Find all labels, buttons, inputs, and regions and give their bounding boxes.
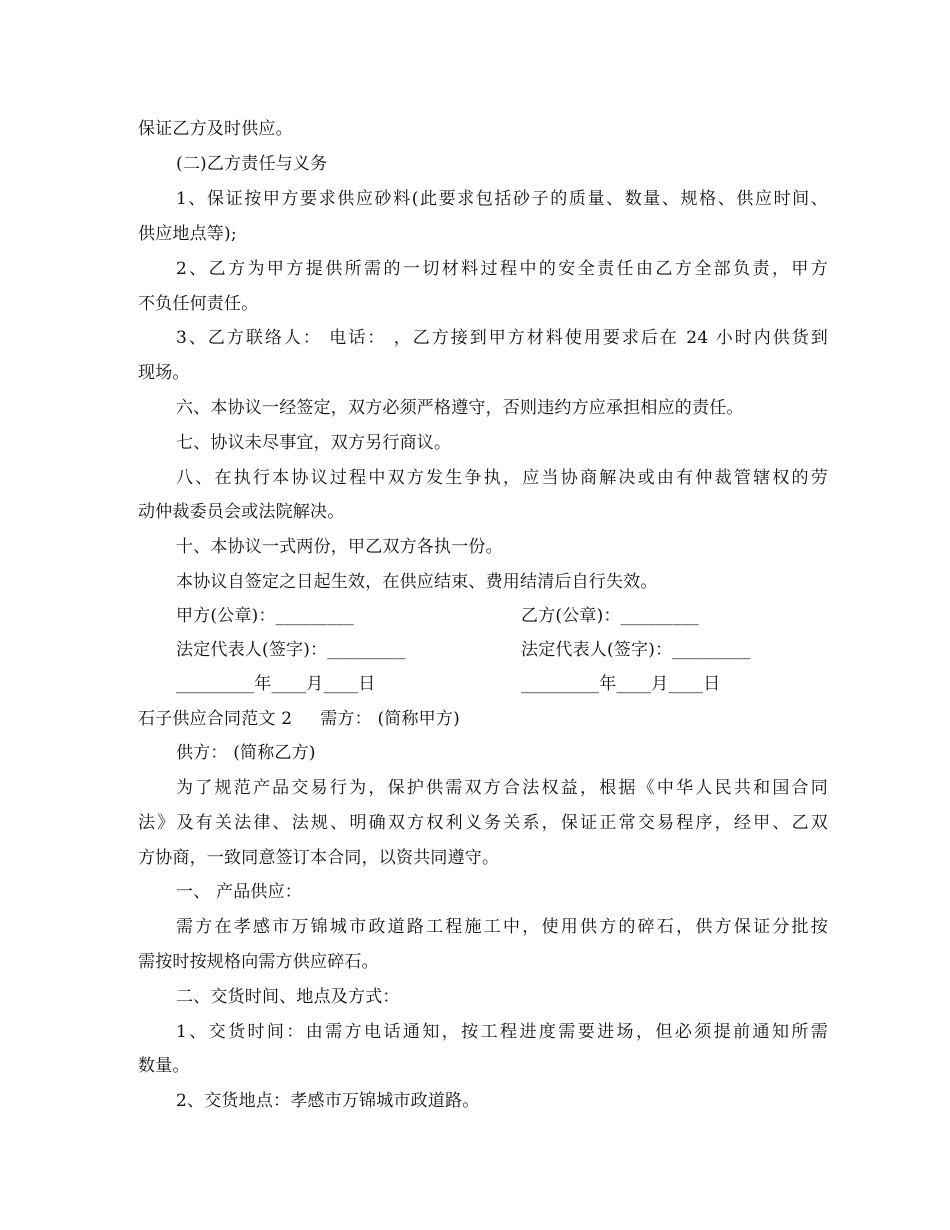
party-a-date: _________年____月____日 [176,674,376,694]
section-heading: 一、 产品供应： [176,882,303,902]
party-b-date: _________年____月____日 [521,674,721,694]
contract-title: 石子供应合同范文 2 [138,709,293,729]
paragraph-line: 方协商，一致同意签订本合同，以资共同遵守。 [138,848,500,868]
contract-title-line [138,706,828,732]
clause-eight: 八、在执行本协议过程中双方发生争执，应当协商解决或由有仲裁管辖权的劳 [176,468,828,488]
paragraph-line: 需按时按规格向需方供应碎石。 [138,952,379,972]
paragraph-line: 不负任何责任。 [138,294,259,314]
paragraph-line: 为了规范产品交易行为，保护供需双方合法权益，根据《中华人民共和国合同 [176,778,828,798]
clause-six: 六、本协议一经签定，双方必须严格遵守，否则违约方应承担相应的责任。 [176,398,744,418]
paragraph-line: 3、乙方联络人： 电话： ，乙方接到甲方材料使用要求后在 24 小时内供货到 [176,328,828,348]
paragraph-line: 1、交货时间：由需方电话通知，按工程进度需要进场，但必须提前通知所需 [176,1022,828,1042]
party-b-seal: 乙方(公章)：_________ [521,606,699,626]
paragraph-line: 2、交货地点：孝感市万锦城市政道路。 [176,1091,480,1111]
party-b-representative: 法定代表人(签字)：_________ [521,640,751,660]
paragraph-line: 需方在孝感市万锦城市政道路工程施工中，使用供方的碎石，供方保证分批按 [176,917,828,937]
clause-ten: 十、本协议一式两份，甲乙双方各执一份。 [176,537,503,557]
section-heading: (二)乙方责任与义务 [176,154,328,174]
buyer-line: 需方： (简称甲方) [320,709,460,729]
paragraph-line: 法》及有关法律、法规、明确双方权利义务关系，保证正常交易程序，经甲、乙双 [138,813,828,833]
party-a-representative: 法定代表人(签字)：_________ [176,640,406,660]
section-heading: 二、交货时间、地点及方式： [176,987,400,1007]
effective-clause: 本协议自签定之日起生效，在供应结束、费用结清后自行失效。 [176,572,658,592]
paragraph-line: 供应地点等); [138,224,237,244]
paragraph-line: 数量。 [138,1056,190,1076]
paragraph-line: 现场。 [138,363,190,383]
paragraph-line: 1、保证按甲方要求供应砂料(此要求包括砂子的质量、数量、规格、供应时间、 [176,189,828,209]
party-a-seal: 甲方(公章)：_________ [176,606,354,626]
supplier-line: 供方： (简称乙方) [176,743,316,763]
paragraph-line: 动仲裁委员会或法院解决。 [138,502,345,522]
paragraph-line: 2、乙方为甲方提供所需的一切材料过程中的安全责任由乙方全部负责，甲方 [176,259,828,279]
clause-seven: 七、协议未尽事宜，双方另行商议。 [176,433,452,453]
paragraph-line: 保证乙方及时供应。 [138,119,293,139]
